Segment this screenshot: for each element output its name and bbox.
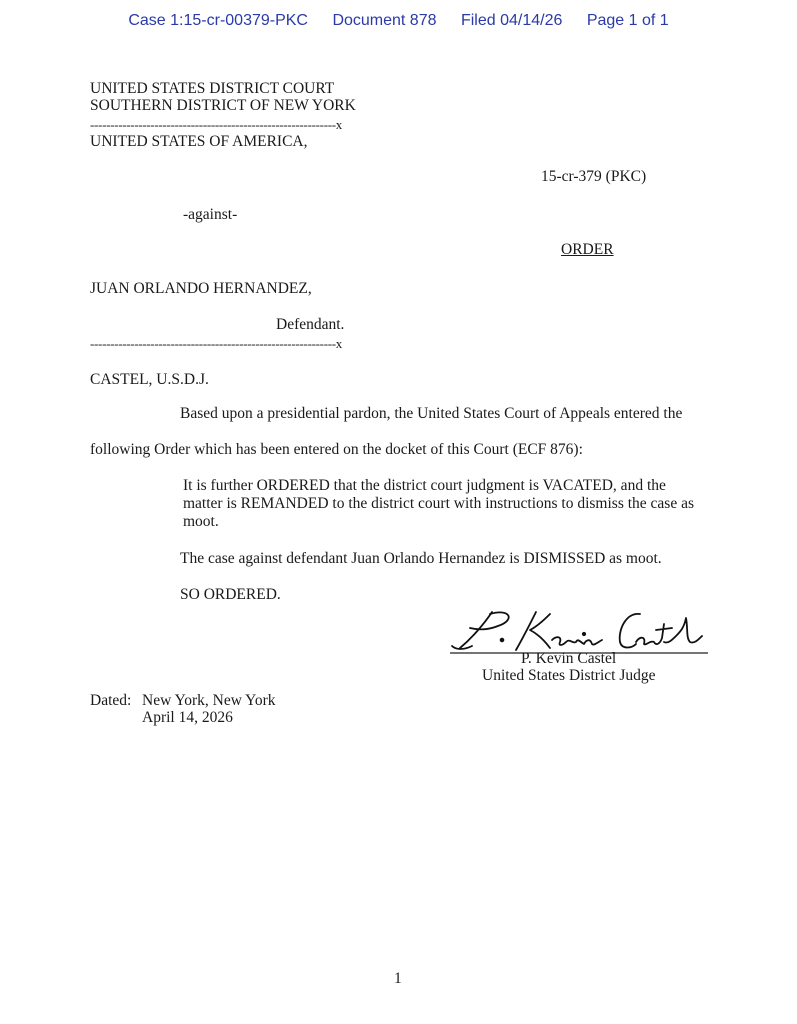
- order-title: ORDER: [561, 241, 614, 258]
- plaintiff-name: UNITED STATES OF AMERICA,: [90, 133, 308, 150]
- so-ordered: SO ORDERED.: [180, 586, 281, 603]
- caption-divider-top: -------------------------------------------------------------x: [90, 117, 342, 132]
- paragraph-1-line-1: Based upon a presidential pardon, the United States Court of Appeals entered the: [180, 405, 683, 422]
- footer-page-number: 1: [394, 970, 402, 987]
- case-number: Case 1:15-cr-00379-PKC: [128, 12, 308, 29]
- dismissal-sentence: The case against defendant Juan Orlando Hernandez is DISMISSED as moot.: [180, 550, 662, 567]
- docket-number: 15-cr-379 (PKC): [541, 168, 647, 185]
- dated-date: April 14, 2026: [142, 709, 233, 726]
- dated-label: Dated:: [90, 692, 132, 709]
- handwritten-signature: [450, 606, 710, 656]
- page-count: Page 1 of 1: [586, 12, 669, 29]
- dated-place: New York, New York: [142, 692, 276, 709]
- document-number: Document 878: [332, 12, 437, 29]
- paragraph-1-line-2: following Order which has been entered on the docket of this Court (ECF 876):: [90, 441, 583, 458]
- court-name-line1: UNITED STATES DISTRICT COURT: [90, 80, 335, 97]
- defendant-name: JUAN ORLANDO HERNANDEZ,: [90, 280, 312, 297]
- judge-name: P. Kevin Castel: [521, 650, 617, 667]
- judge-title: United States District Judge: [482, 667, 656, 684]
- quoted-order: It is further ORDERED that the district court judgment is VACATED, and the matter is REMANDED to the district court with instructions to dismiss the case as moot.: [183, 477, 695, 530]
- defendant-label: Defendant.: [276, 316, 345, 333]
- court-name-line2: SOUTHERN DISTRICT OF NEW YORK: [90, 97, 356, 114]
- filed-date: Filed 04/14/26: [460, 12, 563, 29]
- caption-divider-bottom: -------------------------------------------------------------x: [90, 336, 342, 351]
- against-label: -against-: [183, 206, 238, 223]
- judge-heading: CASTEL, U.S.D.J.: [90, 371, 209, 388]
- ecf-header: [0, 12, 797, 30]
